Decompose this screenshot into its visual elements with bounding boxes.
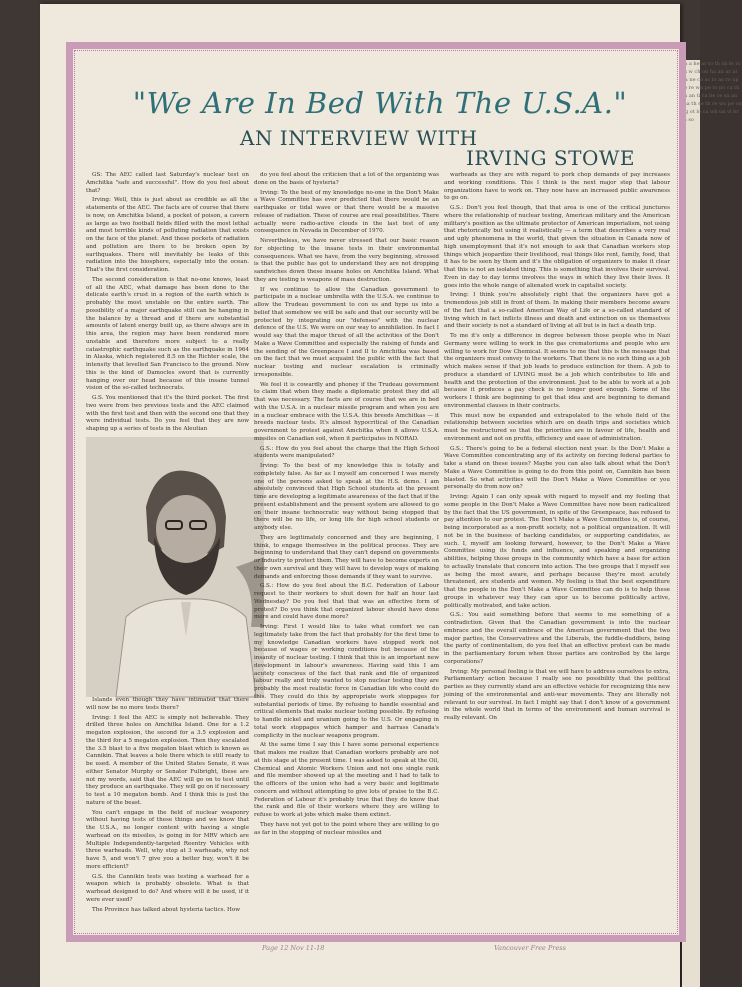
paragraph: G.S.: Don't you feel though, that that area is one of the critical junctures where the relationship of nuclear testing, American military and the American military's position as the ultimate protector of American imperialism, not using that rhetorically but using it realistically — a term that describes a very real and ugly phenomena in the world, that given the situation in Canada now of high unemployment that it's not enough to ask that Canadian workers stop things which jeopardize their livelihood, real things like rent, family, food, that it has to be seen by them and it's the obligation of organizers to make it clear that this is not an isolated thing. This is something that involves their survival. Even in day to day terms involves the ways in which they live their lives. It goes into the whole range of alienated work in capitalist society. [444,205,670,289]
portrait-image [86,437,264,697]
paragraph: At the same time I say this I have some personal experience that makes me realize that Canadian workers probably are not at this stage at the present time. I was asked to speak at the Oil, Chemical and Atomic Workers Union and not one single rank and file member showed up at the meeting and I had to talk to the officers of the union who had a very basic and legitimate concern and without attempting to give lots of praise to the B.C. Federation of Labour it's probably true that they do know that the rank and file of their workers where they are willing to refuse to work at jobs which make them extinct. [254,742,439,818]
paragraph: G.S. You mentioned that it's the third pocket. The first two were from two previous tests and the AEC claimed with the first test and then with the second one that they were individual tests. Do you feel that they are now shaping up a series of tests in the Aleutian [86,395,249,432]
portrait-photo [86,437,264,697]
paragraph: GS: The AEC called last Saturday's nuclear test on Amchitka "safe and successful". How do you feel about that? [86,172,249,194]
paragraph: They are legitimately concerned and they are beginning, I think, to engage themselves in the political process. They are beginning to understand that they can't depend on governments or industry to protect them. They will have to become experts on their own survival and they will have to develop ways of making demands and enforcing those demands if they want to survive. [254,534,439,580]
article-column-3 [444,172,670,929]
paragraph: G.S. the Cannikin tests was testing a warhead for a weapon which is probably obsolete. What is that warhead designed to do? And where will it be used, if it were ever used? [86,873,249,903]
paragraph: They have not yet got to the point where they are willing to go as far in the stopping of nuclear missiles and [254,821,439,836]
paragraph: G.S.: You said something before that seems to me something of a contradiction. Given that the Canadian government is into the nuclear embrace and the overall embrace of the American government that the two major parties, the Conservatives and the Liberals, the fuddle-duddlers, being the party of continentalism, do you feel that an effective protest can be made in the parliamentary forum when those parties are controlled by the large corporations? [444,612,670,665]
article-column-1-top [86,172,249,432]
paragraph: We feel it is cowardly and phoney if the Trudeau government to claim that when they made a diplomatic protest they did all that was necessary. The facts are of course that we are in bed with the U.S.A. in a nuclear missile program and when you are in a nuclear embrace with the U.S.A. this breeds Amchitkas — it breeds nuclear tests. It's almost hypocritical of the Canadian government to protest against Amchitka when it allows U.S.A. missiles on Canadian soil, when it participates in NORAD. [254,381,439,442]
paragraph: To me it's only a difference in degree between those people who in Nazi Germany were willing to work in the gas crematoriums and people who are willing to work for Dow Chemical. It seems to me that this is the message that the organizers must convey to the workers. That there is no such thing as a job which makes sense if that job leads to produce extinction for them. A job to produce a standard of LIVING must be a job which contributes to life and health and the protection of the environment. Just to be able to work at a job because it produces a pay check is no longer good enough. Some of the workers I think are beginning to get that idea and are beginning to demand environmental clauses in their contracts. [444,333,670,409]
adjacent-page-edge: th a he ar to th sh fe ro rs w ch on ha an ar al ca ne co ac lo as ro up to re wh pe to po ca th th an ti ca be re sa an ma th se th re wo pe on ag ot lo ca wh un vi br m so [682,60,700,987]
paragraph: Irving: To the best of my knowledge this is totally and completely false. As far as I myself am concerned I was merely one of the persons asked to speak at the H.S. demo. I am absolutely convinced that High School students at the present time are developing a legitimate awareness of the fact that if the present establishment and the present system are allowed to go on their insane technocratic way without being stopped that there will be no life, or long life for high school students or anybody else. [254,463,439,531]
subheadline-line1: AN INTERVIEW WITH [240,126,478,150]
subheadline-line2: IRVING STOWE [466,146,636,170]
paragraph: Irving: Again I can only speak with regard to myself and my feeling that some people in the Don't Make a Wave Committee have now been radicalized by the fact that the US government, in spite of the Greenpeace, has refused to pay attention to our protest. The Don't Make a Wave Committee is, of course, being incorporated as a non-profit society, not a political organization. It will not be in the business of backing candidates, or supporting candidates, as such. I, myself am looking forward, however, to the Don't Make a Wave Committee using its funds and influence, and speaking and organizing abilities, helping those groups in the community which have a base for action to actually translate that concern into action. The two groups that I myself see as being the most aware, and perhaps because they're most acutely threatened, are students and women. My feeling is that the best expenditure that the people in the Don't Make a Wave Committee can do is to help these groups in whatever way they can spur us to become politically active, politically motivated, and take action. [444,494,670,609]
paragraph: Irving: My personal feeling is that we will have to address ourselves to extra, Parliamentary action because I really see no possibility that the political parties as they currently stand are an effective vehicle for recognizing this new joining of the environmental and anti-war movements. They are literally not relevant to our survival. In fact I might say that I don't know of a government in the whole world that in terms of the environment and human survival is really relevant. On [444,668,670,721]
paragraph: You can't engage in the field of nuclear weaponry without having tests of these things and we know that the U.S.A., no longer content with having a single warhead on its missiles, is going in for MRV which are Multiple Independently-targeted Reentry Vehicles with three warheads. Well, why stop at 3 warheads, why not have 5, and won't 7 give you a better buy, won't it be more efficient? [86,809,249,870]
paragraph: do you feel about the criticism that a lot of the organizing was done on the basis of hysteria? [254,172,439,186]
headline: "We Are In Bed With The U.S.A." [132,86,628,120]
footer-page-info: Page 12 Nov 11-18 [262,944,325,952]
paragraph: Irving: I feel the AEC is simply not believable. They drilled three holes on Amchitka Island. One for a 1.2 megaton explosion, the second for a 3.5 explosion and the third for a 5 megaton explosion. Then they escalated the 3.5 blast to a five megaton blast which is known as Cannikin. That leaves a hole there which is still ready to be used. A member of the United States Senate, it was either Senator Murphy or Senator Fulbright, these are not my words, said that the AEC will go on to test until they produce an earthquake. They will go on if necessary to test a 10 megaton bomb. And I think this is just the nature of the beast. [86,714,249,806]
paragraph: The Province has talked about hysteria tactics. How [92,906,241,913]
paragraph: Islands even though they have intimated that there will now be no more tests there? [86,697,249,711]
paragraph: If we continue to allow the Canadian government to participate in a nuclear umbrella with the U.S.A. we continue to allow the Trudeau government to con us and hype us into a belief that somehow we will be safe and that our security will be protected by integrating our "defenses" with the nuclear defence of the U.S. We were on our way to annihilation. In fact I would say that the major thrust of all the activities of the Don't Make a Wave Committee and especially the raising of funds and the sending of the Greenpeace I and II to Amchitka was based on the fact that we must acquaint the public with the fact that nuclear testing and nuclear escalation is criminally irresponsible. [254,286,439,378]
paragraph: This must now be expanded and extrapolated to the whole field of the relationship between societies which are on death trips and societies which must be restructured so that the priorities are in favour of life, health and environment and not on profits, efficiency and ease of administration. [444,412,670,442]
paragraph: Irving: First I would like to take what comfort we can legitimately take from the fact that probably for the first time to my knowledge Canadian workers have stopped work not because of wages or working conditions but because of the insanity of nuclear testing. I think that this is an important new development in labour's awareness. Having said this I am acutely conscious of the fact that rank and file of organized labour really and truly wanted to stop nuclear testing they are probably the most realistic force in Canadian life who could do this. They could do this by appropriate work stoppages for substantial periods of time. By refusing to handle essential and critical elements that make nuclear testing possible. By refusing to handle nickel and uranium going to the U.S. Or engaging in total work stoppages which hamper and harrass Canada's complicity in the nuclear weapons program. [254,624,439,739]
paragraph: G.S.: How do you feel about the charge that the High School students were manipulated? [254,445,439,460]
paragraph: Irving: Well, this is just about as credible as all the statements of the AEC. The facts are of course that there is now, on Amchitka Island, a pocket of poison, a cavern as large as two football fields filled with the most lethal and most terrible kinds of polluting radiation that exists on the face of the planet. And these pockets of radiation and pollution are there to be broken open by earthquakes. There will inevitably be leaks of this radiation into the biosphere, especially into the ocean. That's the first consideration. [86,197,249,273]
article-column-2 [254,172,439,929]
paragraph: Nevertheless, we have never stressed that our basic reason for objecting to the insane tests in their environmental consequences. What we have, from the very beginning, stressed is that the public has got to understand they are not dropping sandwiches down these insane holes on Amchitka Island. What they are testing is weapons of mass destruction. [254,238,439,283]
paragraph: The second consideration is that no-one knows, least of all the AEC, what damage has been done to the delicate earth's crust in a region of the earth which is probably the most unstable on the entire earth. The possibility of a major earthquake still can be hanging in the balance by a thread and if there are substantial amounts of latent energy built up, as there always are in this area, the region may have been rendered more unstable and therefore more subject to a really catastrophic earthquake such as the earthquake in 1964 in Alaska, which registered 8.5 on the Richter scale, the intensity that levelled San Francisco to the ground. Now this is the kind of Damocles sword that is currently hanging over our head because of this insane tunnel vision of the so-called technocrats. [86,276,249,392]
paragraph: Irving: To the best of my knowledge no-one in the Don't Make a Wave Committee has ever predicted that there would be an earthquake or tidal wave or that there would be a massive release of radiation. These of course are real possibilities. There actually were radio-active clouds in the last test of any consequence in Nevada in December of 1970. [254,189,439,235]
article-column-1-bottom [86,697,249,929]
paragraph: warheads as they are with regard to pork chop demands of pay increases and working conditions. This I think is the next major step that labour organizations have to work on. They now have an increased public awareness to go on. [444,172,670,202]
paragraph: G.S.: There's going to be a federal election next year. Is the Don't Make a Wave Committee concentrating any of its activity on forcing federal parties to take a stand on these issues? Maybe you can also talk about what the Don't Make a Wave Committee is going to do from this point on, Cannikin has been blasted. So what activities will the Don't Make a Wave Committee or you personally do from now on? [444,445,670,491]
paragraph: G.S.: How do you feel about the B.C. Federation of Labour request to their workers to shut down for half an hour last Wednesday? Do you feel that that was an effective form of protest? Do you think that organized labour should have done more and could have done more? [254,583,439,621]
paragraph: Irving: I think you're absolutely right that the organizers have got a tremendous job still in front of them. In making their members become aware of the fact that a so-called American Way of Life or a so-called standard of living which in fact inflicts illness and death and extinction on us themselves and their society is not a standard of living at all but is in fact a death trip. [444,292,670,330]
footer-publication: Vancouver Free Press [494,944,566,952]
